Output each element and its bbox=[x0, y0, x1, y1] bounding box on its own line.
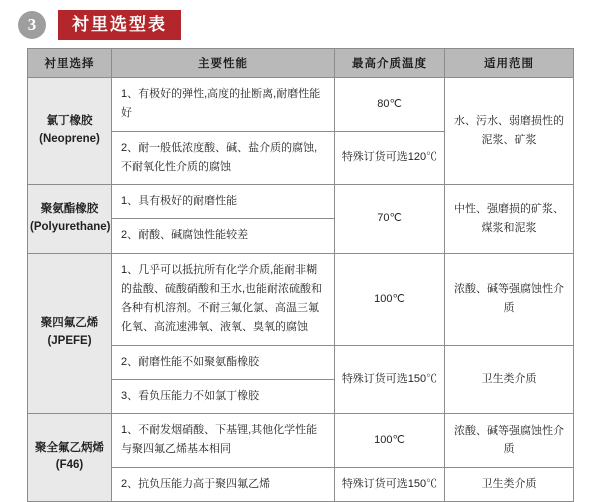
lining-name-cn: 聚全氟乙炳烯 bbox=[35, 441, 104, 454]
temperature-cell: 特殊订货可选150℃ bbox=[335, 345, 445, 414]
table-row bbox=[28, 78, 574, 132]
lining-name-cn: 氯丁橡胶 bbox=[46, 115, 93, 128]
scope-cell: 水、污水、弱磨损性的泥浆、矿浆 bbox=[445, 78, 574, 185]
table-header bbox=[28, 49, 574, 78]
performance-cell: 1、不耐发烟硝酸、下基锂,其他化学性能与聚四氟乙烯基本相同 bbox=[112, 414, 335, 468]
lining-name-cell bbox=[28, 78, 112, 185]
table-row bbox=[28, 414, 574, 468]
table-row bbox=[28, 185, 574, 219]
lining-name-cell bbox=[28, 414, 112, 502]
performance-cell: 2、耐磨性能不如聚氨酯橡胶 bbox=[112, 345, 335, 379]
scope-cell: 卫生类介质 bbox=[445, 345, 574, 414]
lining-name-en: (Polyurethane) bbox=[30, 220, 111, 233]
performance-cell: 3、看负压能力不如氯丁橡胶 bbox=[112, 379, 335, 413]
column-header-performance: 主要性能 bbox=[112, 49, 335, 78]
lining-name-cell bbox=[28, 253, 112, 414]
section-number-badge: 3 bbox=[18, 11, 46, 39]
lining-name-en: (JPEFE) bbox=[47, 335, 92, 348]
scope-cell: 卫生类介质 bbox=[445, 467, 574, 501]
table-row bbox=[28, 253, 574, 345]
scope-cell: 浓酸、碱等强腐蚀性介质 bbox=[445, 414, 574, 468]
performance-cell: 1、具有极好的耐磨性能 bbox=[112, 185, 335, 219]
lining-name-cell bbox=[28, 185, 112, 254]
lining-name-en: (Neoprene) bbox=[39, 133, 100, 145]
scope-cell: 浓酸、碱等强腐蚀性介质 bbox=[445, 253, 574, 345]
table-header-row bbox=[28, 49, 574, 78]
table-body bbox=[28, 78, 574, 502]
scope-cell: 中性、强磨损的矿浆、煤浆和泥浆 bbox=[445, 185, 574, 254]
performance-cell: 2、耐一般低浓度酸、碱、盐介质的腐蚀,不耐氧化性介质的腐蚀 bbox=[112, 131, 335, 185]
temperature-cell: 100℃ bbox=[335, 253, 445, 345]
column-header-lining: 衬里选择 bbox=[28, 49, 112, 78]
performance-cell: 2、抗负压能力高于聚四氟乙烯 bbox=[112, 467, 335, 501]
performance-cell: 1、有极好的弹性,高度的扯断离,耐磨性能好 bbox=[112, 78, 335, 132]
performance-cell: 2、耐酸、碱腐蚀性能较差 bbox=[112, 219, 335, 253]
page-header bbox=[18, 8, 181, 42]
temperature-cell: 特殊订货可选120℃ bbox=[335, 131, 445, 185]
lining-name-en: (F46) bbox=[55, 459, 84, 472]
lining-name-cn: 聚氨酯橡胶 bbox=[40, 202, 99, 215]
temperature-cell: 80℃ bbox=[335, 78, 445, 132]
temperature-cell: 70℃ bbox=[335, 185, 445, 254]
temperature-cell: 100℃ bbox=[335, 414, 445, 468]
spec-table-wrapper bbox=[27, 48, 573, 502]
page-title: 衬里选型表 bbox=[58, 10, 181, 40]
lining-selection-table bbox=[27, 48, 574, 502]
column-header-scope: 适用范围 bbox=[445, 49, 574, 78]
temperature-cell: 特殊订货可选150℃ bbox=[335, 467, 445, 501]
lining-name-cn: 聚四氟乙烯 bbox=[40, 317, 99, 330]
performance-cell: 1、几乎可以抵抗所有化学介质,能耐非糊的盐酸、硫酸硝酸和王水,也能耐浓硫酸和各种有机溶剂。不耐三氟化氯、高温三氟化氧、高流速沸氧、液氧、臭氧的腐蚀 bbox=[112, 253, 335, 345]
column-header-max-temperature: 最高介质温度 bbox=[335, 49, 445, 78]
